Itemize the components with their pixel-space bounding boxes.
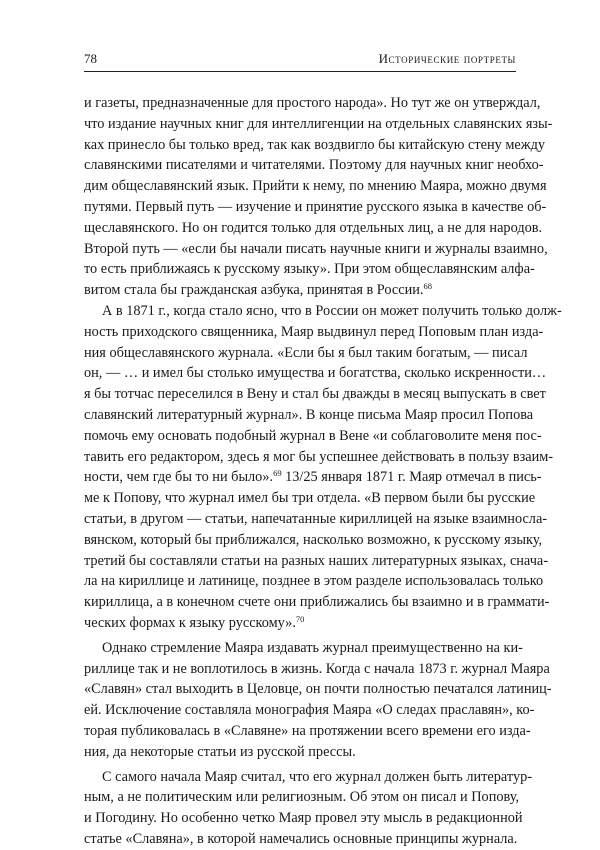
text-line: помочь ему основать подобный журнал в Вене «и соблаговолите меня пос-	[84, 427, 542, 444]
footnote-ref-70: 70	[295, 613, 305, 624]
text-line: ках принесло бы только вред, так как воздвигло бы китайскую стену между	[84, 136, 546, 153]
text-fragment: ности, чем где бы то ни было».	[84, 469, 274, 486]
text-line: ме к Попову, что журнал имел бы три отдела. «В первом были бы русские	[84, 490, 536, 507]
paragraph-2	[84, 301, 562, 634]
text-line: ей. Исключение составляла монография Маяра «О следах праславян», ко-	[84, 702, 535, 719]
paragraph-4	[84, 767, 533, 850]
text-fragment: 13/25 января 1871 г. Маяр отмечал в пись-	[281, 469, 542, 486]
page-number: 78	[84, 51, 97, 66]
paragraph-3	[84, 638, 552, 763]
text-line: он, — … и имел бы столько имущества и богатства, сколько искренности…	[84, 365, 547, 382]
text-line: третий бы составляли статьи на разных наших литературных языках, снача-	[84, 552, 549, 569]
paragraph-1	[84, 93, 553, 301]
text-line: и Погодину. Но особенно четко Маяр провел эту мысль в редакционной	[84, 810, 523, 827]
text-line: торая публиковалась в «Славяне» на протяжении всего времени его изда-	[84, 722, 531, 739]
footnote-ref-69: 69	[273, 468, 282, 479]
text-line: кириллица, а в конечном счете они приближались бы взаимно и в граммати-	[84, 594, 550, 611]
body-text	[84, 93, 562, 850]
text-line: тавить его редактором, здесь я мог бы успешнее действовать в пользу взаим-	[84, 448, 554, 465]
text-line: Однако стремление Маяра издавать журнал преимущественно на ки-	[102, 639, 523, 656]
text-line: путями. Первый путь — изучение и принятие русского языка в качестве об-	[84, 198, 547, 215]
text-line: вянском, который бы приближался, насколько возможно, к русскому языку,	[84, 531, 543, 548]
text-fragment: ческих формах к языку русскому».	[84, 614, 296, 631]
text-line: А в 1871 г., когда стало ясно, что в России он может получить только долж-	[102, 302, 562, 319]
text-fragment: витом стала бы гражданская азбука, принятая в России.	[84, 282, 424, 299]
text-line: «Славян» стал выходить в Целовце, он почти полностью печатался латиниц-	[84, 681, 552, 698]
text-line	[84, 280, 516, 301]
text-line: то есть приближаясь к русскому языку». При этом общеславянским алфа-	[84, 261, 535, 278]
text-line: ным, а не политическим или религиозным. Об этом он писал и Попову,	[84, 789, 520, 806]
text-line: ния, да некоторые статьи из русской прессы.	[84, 743, 356, 760]
text-line: С самого начала Маяр считал, что его журнал должен быть литератур-	[102, 768, 533, 785]
text-line: что издание научных книг для интеллигенции на отдельных славянских язы-	[84, 115, 553, 132]
footnote-ref-68: 68	[423, 281, 432, 292]
text-line	[84, 613, 516, 634]
text-line: ла на кириллице и латинице, позднее в этом разделе использовалась только	[84, 573, 544, 590]
text-line: славянскими писателями и читателями. Поэтому для научных книг необхо-	[84, 157, 544, 174]
text-line: славянский литературный журнал». В конце письма Маяр просил Попова	[84, 406, 534, 423]
running-header	[84, 51, 516, 72]
running-title: Исторические портреты	[378, 51, 516, 66]
text-line	[84, 467, 542, 488]
text-line: и газеты, предназначенные для простого народа». Но тут же он утверждал,	[84, 95, 541, 111]
text-line: ния общеславянского журнала. «Если бы я был таким богатым, — писал	[84, 344, 528, 361]
text-line: статьи, в другом — статьи, напечатанные кириллицей на языке взаимносла-	[84, 510, 548, 527]
text-line: ность приходского священника, Маяр выдвинул перед Поповым план изда-	[84, 323, 544, 340]
text-line: я бы тотчас переселился в Вену и стал бы дважды в месяц выпускать в свет	[84, 386, 546, 403]
text-line: щеславянского. Но он годится только для отдельных лиц, а не для народов.	[84, 219, 543, 236]
text-line: дим общеславянский язык. Прийти к нему, по мнению Маяра, можно двумя	[84, 178, 547, 195]
text-line: риллице так и не воплотилось в жизнь. Когда с начала 1873 г. журнал Маяра	[84, 660, 550, 677]
text-line: статье «Славяна», в которой намечались основные принципы журнала.	[84, 830, 518, 847]
text-line: Второй путь — «если бы начали писать научные книги и журналы взаимно,	[84, 240, 548, 257]
